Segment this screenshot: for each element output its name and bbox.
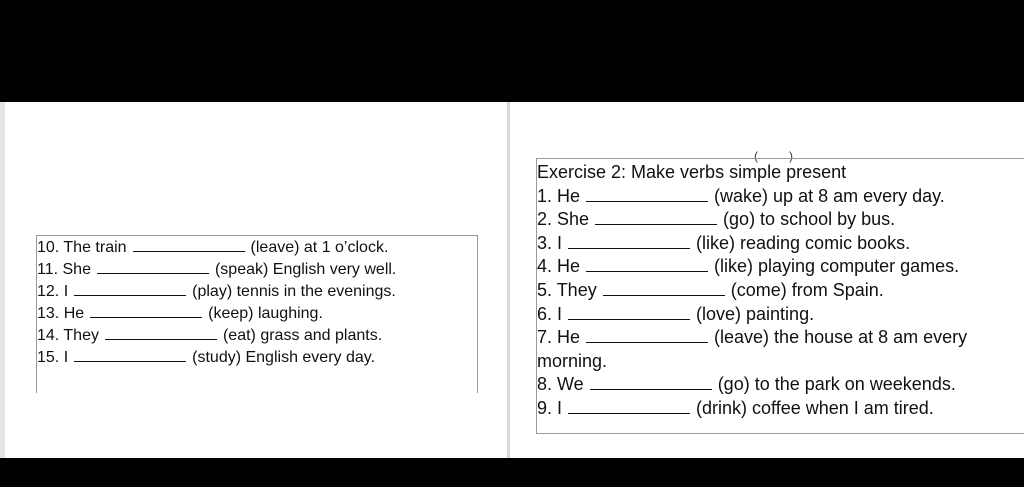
left-document-page xyxy=(5,102,507,458)
line-prefix: 7. He xyxy=(537,327,581,348)
line-prefix: 14. They xyxy=(37,327,99,344)
right-document-page xyxy=(510,102,1024,458)
exercise-line-11 xyxy=(37,259,477,281)
exercise-line-10 xyxy=(37,237,477,259)
answer-blank[interactable] xyxy=(586,270,708,272)
line-suffix: (come) from Spain. xyxy=(730,279,884,300)
answer-blank[interactable] xyxy=(74,360,186,362)
exercise-line-13 xyxy=(37,303,477,325)
line-prefix: morning. xyxy=(537,350,608,371)
exercise-line-7-continued xyxy=(537,350,1024,374)
exercise-line-4 xyxy=(537,255,1024,279)
answer-blank[interactable] xyxy=(74,294,186,296)
exercise-continuation-box xyxy=(36,235,478,393)
exercise-line-8 xyxy=(537,373,1024,397)
line-prefix: 4. He xyxy=(537,256,581,277)
exercise-line-1 xyxy=(537,185,1024,209)
line-prefix: 5. They xyxy=(537,279,597,300)
line-suffix: (drink) coffee when I am tired. xyxy=(696,397,934,418)
answer-blank[interactable] xyxy=(568,247,690,249)
answer-blank[interactable] xyxy=(586,200,708,202)
line-prefix: 10. The train xyxy=(37,239,127,256)
line-suffix: (eat) grass and plants. xyxy=(222,327,383,344)
exercise-2-box xyxy=(536,158,1024,434)
line-suffix: (speak) English very well. xyxy=(214,261,397,278)
exercise-line-9 xyxy=(537,397,1024,421)
line-prefix: 13. He xyxy=(37,305,85,322)
cut-off-bracket: ( xyxy=(754,149,758,163)
answer-blank[interactable] xyxy=(568,318,690,320)
line-suffix: (like) reading comic books. xyxy=(696,232,911,253)
line-suffix: (go) to school by bus. xyxy=(723,209,896,230)
line-prefix: 6. I xyxy=(537,303,563,324)
cut-off-bracket: ) xyxy=(789,149,793,163)
answer-blank[interactable] xyxy=(586,341,708,343)
line-prefix: 11. She xyxy=(37,261,91,278)
answer-blank[interactable] xyxy=(595,223,717,225)
line-suffix: (leave) at 1 o’clock. xyxy=(250,239,389,256)
line-suffix: (leave) the house at 8 am every xyxy=(714,327,968,348)
line-prefix: 8. We xyxy=(537,374,584,395)
line-suffix: (keep) laughing. xyxy=(208,305,323,322)
exercise-line-2 xyxy=(537,208,1024,232)
exercise-line-5 xyxy=(537,279,1024,303)
line-prefix: 3. I xyxy=(537,232,563,253)
exercise-line-6 xyxy=(537,303,1024,327)
line-suffix: (go) to the park on weekends. xyxy=(717,374,956,395)
line-suffix: (study) English every day. xyxy=(192,349,376,366)
exercise-line-3 xyxy=(537,232,1024,256)
exercise-line-14 xyxy=(37,325,477,347)
line-suffix: (love) painting. xyxy=(696,303,815,324)
answer-blank[interactable] xyxy=(603,294,725,296)
answer-blank[interactable] xyxy=(105,338,217,340)
answer-blank[interactable] xyxy=(90,316,202,318)
answer-blank[interactable] xyxy=(590,388,712,390)
exercise-line-7 xyxy=(537,326,1024,350)
line-prefix: 1. He xyxy=(537,185,581,206)
exercise-line-12 xyxy=(37,281,477,303)
line-prefix: 2. She xyxy=(537,209,590,230)
answer-blank[interactable] xyxy=(568,412,690,414)
line-prefix: 15. I xyxy=(37,349,69,366)
line-prefix: 9. I xyxy=(537,397,563,418)
answer-blank[interactable] xyxy=(97,272,209,274)
line-suffix: (play) tennis in the evenings. xyxy=(192,283,396,300)
line-prefix: 12. I xyxy=(37,283,69,300)
line-suffix: (like) playing computer games. xyxy=(714,256,960,277)
exercise-heading: Exercise 2: Make verbs simple present xyxy=(537,162,847,182)
line-suffix: (wake) up at 8 am every day. xyxy=(714,185,945,206)
answer-blank[interactable] xyxy=(133,250,245,252)
exercise-line-15 xyxy=(37,347,477,369)
